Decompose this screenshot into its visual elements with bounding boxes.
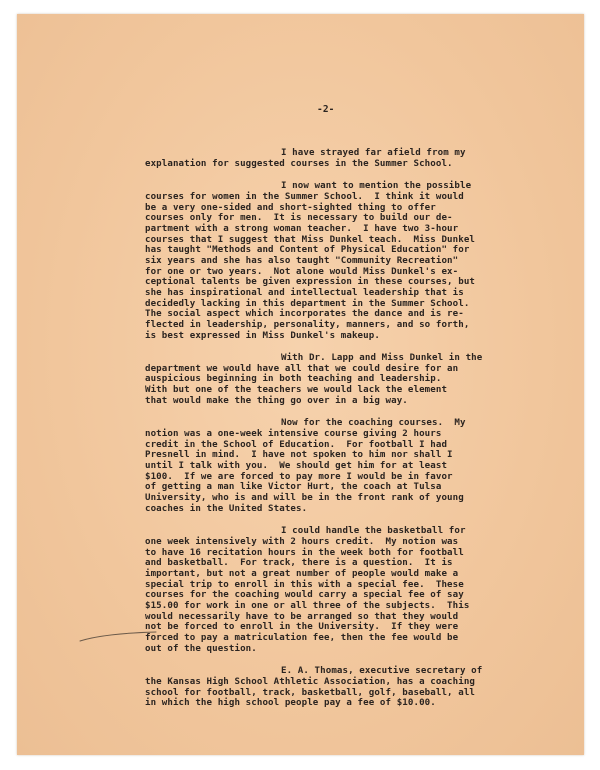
paragraph-line: partment with a strong woman teacher. I have two 3-hour [145, 223, 459, 234]
paragraph-line: coaches in the United States. [145, 503, 308, 514]
paragraph [145, 666, 535, 709]
paragraph-first-line: With Dr. Lapp and Miss Dunkel in the [281, 353, 483, 364]
page-number: -2- [317, 104, 335, 115]
paragraph [145, 353, 535, 406]
paragraph-line: the Kansas High School Athletic Association, has a coaching [145, 676, 476, 687]
paragraph-line: explanation for suggested courses in the Summer School. [145, 158, 453, 169]
paragraph-line: in which the high school people pay a fee of $10.00. [145, 698, 436, 709]
paragraph-line: $100. If we are forced to pay more I would be in favor [145, 471, 453, 482]
paragraph-first-line: I have strayed far afield from my [281, 148, 466, 158]
paragraph-line: $15.00 for work in one or all three of the subjects. This [145, 600, 470, 611]
paragraph [145, 181, 535, 341]
paragraph-line: decidedly lacking in this department in the Summer School. [145, 298, 470, 309]
paragraph-line: to have 16 recitation hours in the week both for football [145, 547, 464, 558]
paragraph-line: out of the question. [145, 643, 257, 654]
paragraph-line: six years and she has also taught "Community Recreation" [145, 255, 459, 266]
paragraph-line: special trip to enroll in this with a special fee. These [145, 579, 464, 590]
paragraph-line: flected in leadership, personality, manners, and so forth, [145, 319, 470, 330]
paragraph-first-line: E. A. Thomas, executive secretary of [281, 666, 483, 677]
paragraph-line: is best expressed in Miss Dunkel's makeup. [145, 330, 380, 341]
paragraph-line: be a very one-sided and short-sighted thing to offer [145, 202, 436, 213]
paragraph-line: has taught "Methods and Content of Physical Education" for [145, 245, 470, 256]
paragraph-line: Presnell in mind. I have not spoken to him nor shall I [145, 450, 453, 461]
paragraph-line: forced to pay a matriculation fee, then the fee would be [145, 632, 459, 643]
paragraph-line: and basketball. For track, there is a question. It is [145, 558, 453, 569]
paragraph-line: notion was a one-week intensive course giving 2 hours [145, 429, 442, 440]
paragraph [145, 418, 535, 514]
paragraph-line: that would make the thing go over in a big way. [145, 395, 408, 406]
letter-body [145, 148, 535, 721]
paragraph-line: of getting a man like Victor Hurt, the coach at Tulsa [145, 482, 442, 493]
paragraph-line: she has inspirational and intellectual leadership that is [145, 287, 464, 298]
paragraph-line: ceptional talents be given expression in these courses, but [145, 277, 476, 288]
paragraph-line: With but one of the teachers we would lack the element [145, 385, 448, 396]
paragraph-line: courses only for men. It is necessary to build our de- [145, 213, 453, 224]
paragraph-line: one week intensively with 2 hours credit. My notion was [145, 537, 459, 547]
paragraph-line: credit in the School of Education. For football I had [145, 439, 448, 450]
paragraph-line: department we would have all that we could desire for an [145, 363, 459, 374]
paragraph [145, 526, 535, 654]
paragraph-line: University, who is and will be in the front rank of young [145, 493, 464, 504]
paragraph-line: until I talk with you. We should get him for at least [145, 461, 448, 472]
paragraph-first-line: I could handle the basketball for [281, 526, 466, 537]
paragraph-line: for one or two years. Not alone would Miss Dunkel's ex- [145, 266, 459, 277]
paragraph-line: would necessarily have to be arranged so that they would [145, 611, 459, 622]
paragraph-line: courses for the coaching would carry a special fee of say [145, 590, 464, 601]
paragraph-first-line: I now want to mention the possible [281, 181, 472, 192]
paragraph-line: school for football, track, basketball, golf, baseball, all [145, 687, 476, 698]
paragraph-line: important, but not a great number of people would make a [145, 568, 459, 579]
paragraph-line: courses for women in the Summer School. I think it would [145, 191, 464, 202]
paragraph-line: The social aspect which incorporates the dance and is re- [145, 309, 464, 320]
pencil-margin-mark [78, 630, 158, 644]
paragraph-first-line: Now for the coaching courses. My [281, 418, 466, 429]
paragraph-line: auspicious beginning in both teaching and leadership. [145, 374, 442, 385]
paragraph-line: not be forced to enroll in the University. If they were [145, 622, 459, 633]
paragraph-line: courses that I suggest that Miss Dunkel teach. Miss Dunkel [145, 234, 476, 245]
paragraph [145, 148, 535, 169]
